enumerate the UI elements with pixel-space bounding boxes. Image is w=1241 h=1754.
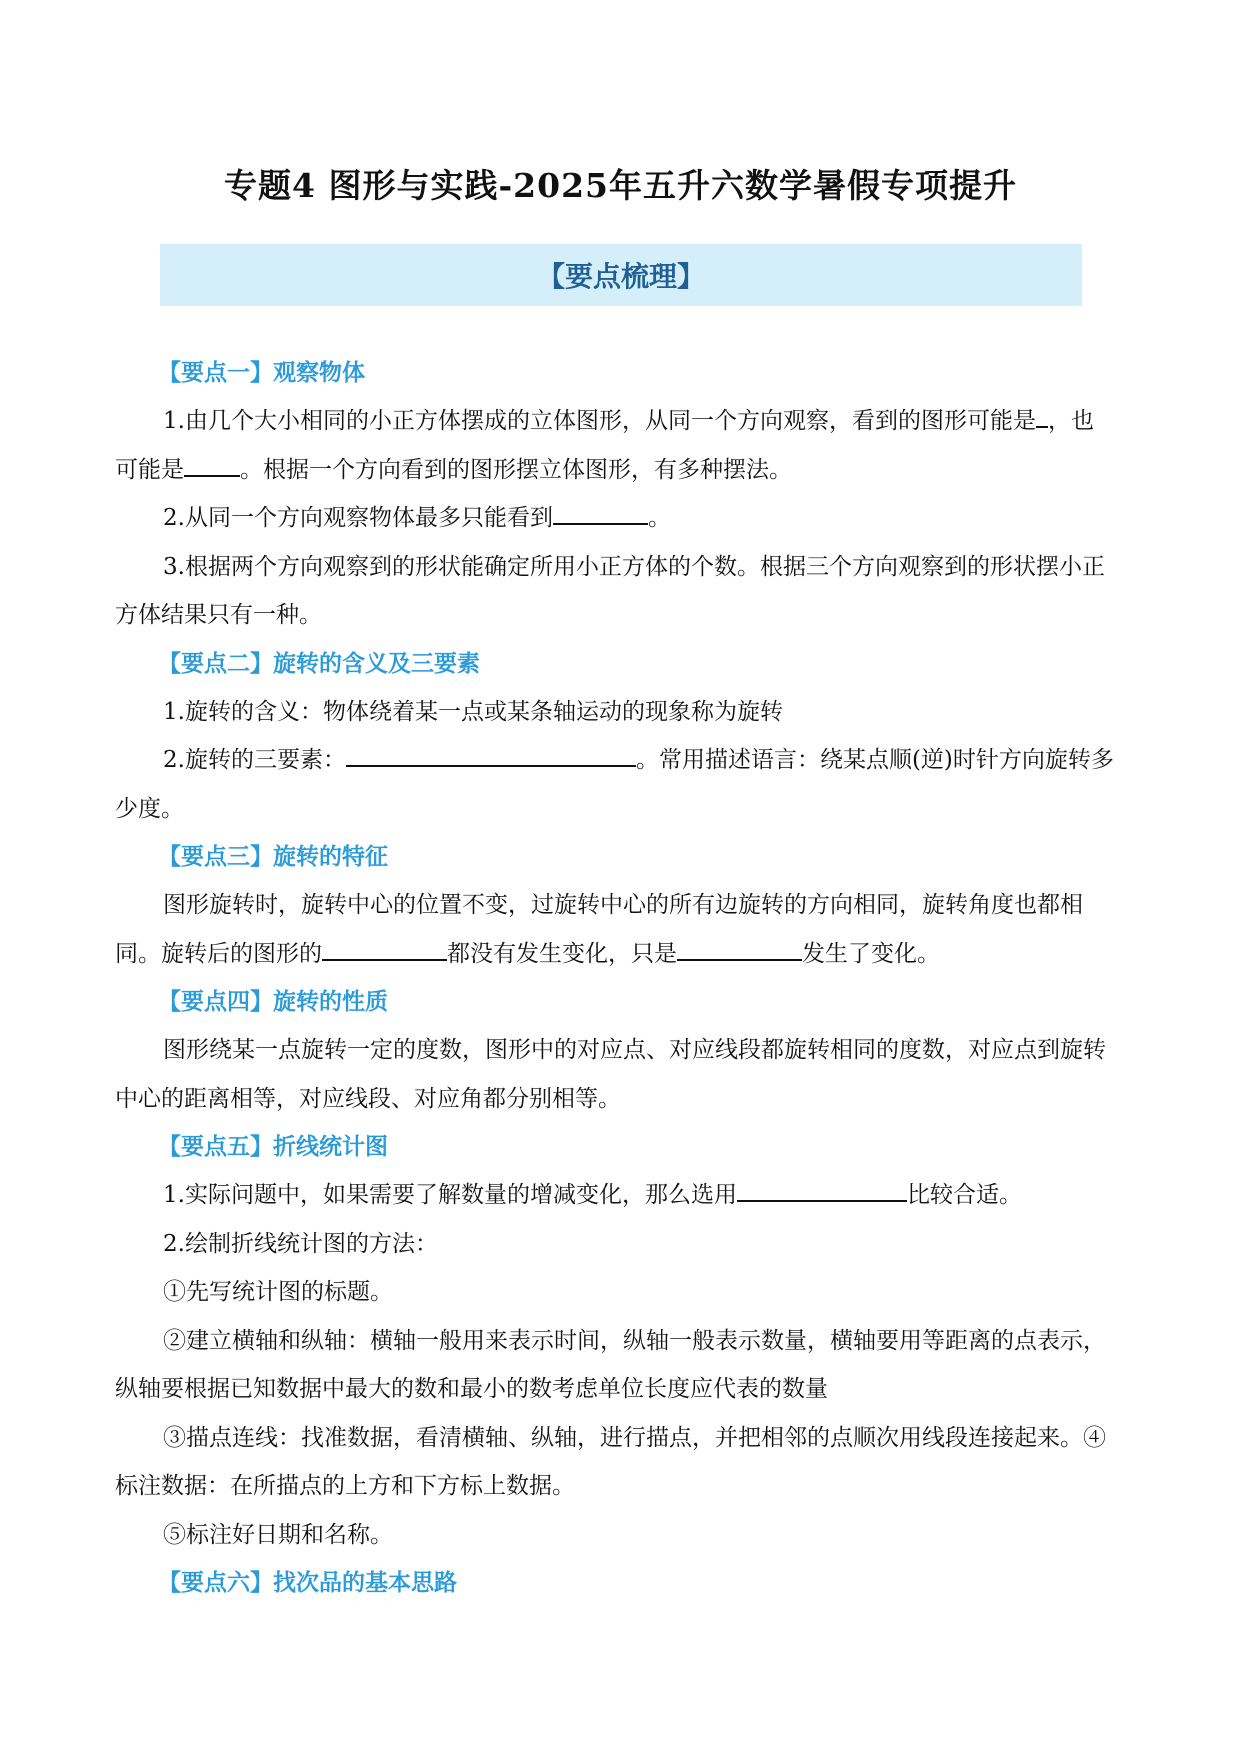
- paragraph: ②建立横轴和纵轴：横轴一般用来表示时间，纵轴一般表示数量，横轴要用等距离的点表示，纵轴要根据已知数据中最大的数和最小的数考虑单位长度应代表的数量: [115, 1327, 1106, 1402]
- paragraph: [115, 881, 1115, 978]
- document-content: [115, 349, 1115, 1607]
- section-heading-1: 【要点一】观察物体: [158, 360, 365, 386]
- section-banner: 【要点梳理】: [160, 244, 1082, 306]
- section-heading-2: 【要点二】旋转的含义及三要素: [158, 650, 480, 677]
- paragraph: [115, 494, 1115, 543]
- paragraph: 图形绕某一点旋转一定的度数，图形中的对应点、对应线段都旋转相同的度数，对应点到旋转中心的距离相等，对应线段、对应角都分别相等。: [115, 1037, 1106, 1112]
- answer-blank[interactable]: [737, 1178, 907, 1202]
- answer-blank[interactable]: [322, 937, 447, 961]
- section-heading-3: 【要点三】旋转的特征: [158, 844, 388, 870]
- text: 1.实际问题中，如果需要了解数量的增减变化，那么选用: [163, 1182, 737, 1208]
- text: 比较合适。: [906, 1182, 1022, 1208]
- paragraph: 1.旋转的含义：物体绕着某一点或某条轴运动的现象称为旋转: [163, 698, 783, 725]
- answer-blank[interactable]: [184, 453, 240, 477]
- paragraph: ③描点连线：找准数据，看清横轴、纵轴，进行描点，并把相邻的点顺次用线段连接起来。④标注数据：在所描点的上方和下方标上数据。: [115, 1424, 1106, 1499]
- text: 发生了变化。: [802, 940, 940, 967]
- answer-blank[interactable]: [677, 937, 802, 961]
- paragraph: ①先写统计图的标题。: [163, 1279, 393, 1305]
- text: 。根据一个方向看到的图形摆立体图形，有多种摆法。: [240, 456, 792, 483]
- text: 。: [647, 505, 671, 531]
- paragraph: ⑤标注好日期和名称。: [163, 1521, 393, 1548]
- paragraph: [115, 736, 1115, 833]
- text: 图形旋转时，旋转中心的位置不变，过旋转中心的所有边旋转的方向相同，旋转角度也都相同。旋转后的图形的: [115, 892, 1083, 967]
- paragraph: 2.绘制折线统计图的方法：: [163, 1230, 438, 1257]
- paragraph: [115, 1171, 1115, 1220]
- text: ，也可能是: [115, 408, 1094, 483]
- text: 都没有发生变化，只是: [447, 940, 677, 967]
- paragraph: 3.根据两个方向观察到的形状能确定所用小正方体的个数。根据三个方向观察到的形状摆小正方体结果只有一种。: [115, 553, 1105, 628]
- answer-blank[interactable]: [1036, 404, 1048, 428]
- section-heading-6: 【要点六】找次品的基本思路: [158, 1570, 457, 1596]
- text: 2.旋转的三要素：: [163, 747, 346, 773]
- text: 2.从同一个方向观察物体最多只能看到: [163, 505, 553, 531]
- section-heading-4: 【要点四】旋转的性质: [158, 989, 388, 1015]
- section-heading-5: 【要点五】折线统计图: [158, 1134, 388, 1160]
- answer-blank[interactable]: [346, 743, 636, 767]
- paragraph: [115, 397, 1115, 494]
- text: 。常用描述语言：绕某点顺(逆)时针方向旋转多少度。: [115, 747, 1114, 822]
- answer-blank[interactable]: [553, 501, 648, 525]
- text: 1.由几个大小相同的小正方体摆成的立体图形，从同一个方向观察，看到的图形可能是: [163, 408, 1036, 434]
- document-title: 专题4 图形与实践-2025年五升六数学暑假专项提升: [224, 166, 1017, 205]
